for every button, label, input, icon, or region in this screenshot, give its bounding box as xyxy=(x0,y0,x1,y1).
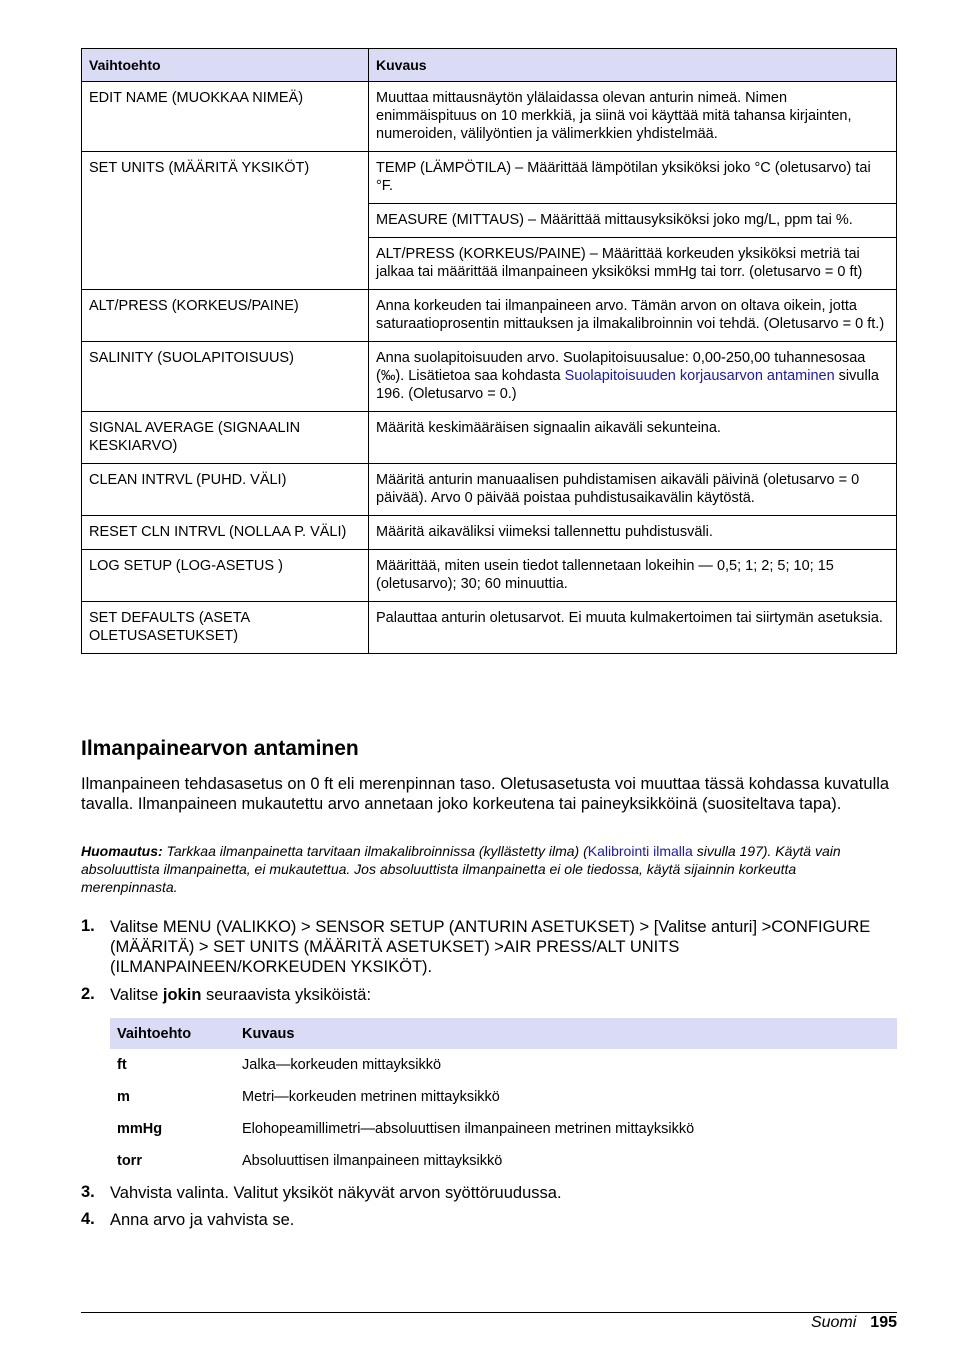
option-cell: LOG SETUP (LOG-ASETUS ) xyxy=(82,550,369,602)
option-cell: SET DEFAULTS (ASETA OLETUSASETUKSET) xyxy=(82,602,369,654)
step-text: Anna arvo ja vahvista se. xyxy=(110,1211,295,1229)
table-row xyxy=(82,464,897,516)
table-row xyxy=(82,516,897,550)
step-number: 2. xyxy=(81,985,95,1003)
unit-option: m xyxy=(117,1089,130,1105)
unit-description: Jalka—korkeuden mittayksikkö xyxy=(242,1057,442,1073)
column-header-description: Kuvaus xyxy=(235,1018,897,1049)
column-header-option: Vaihtoehto xyxy=(82,49,369,82)
unit-option: ft xyxy=(117,1057,127,1073)
unit-description: Elohopeamillimetri—absoluuttisen ilmanpaineen metrinen mittayksikkö xyxy=(242,1121,695,1137)
table-row xyxy=(110,1145,897,1177)
options-table xyxy=(81,48,897,654)
table-row xyxy=(82,550,897,602)
description-cell: Määritä aikaväliksi viimeksi tallennettu puhdistusväli. xyxy=(369,516,897,550)
note-text-end: sivulla 197). Käytä vain absoluuttista ilmanpainetta, ei mukautettua. Jos absoluuttista ilmanpainetta ei ole tiedossa, käytä sijainnin korkeutta merenpinnasta. xyxy=(81,843,841,895)
description-cell: Muuttaa mittausnäytön ylälaidassa olevan anturin nimeä. Nimen enimmäispituus on 10 merkkiä, ja siinä voi käyttää mitä tahansa kirjainten, numeroiden, välilyöntien ja välimerkkien yhdistelmää. xyxy=(369,82,897,152)
description-cell xyxy=(369,342,897,412)
description-cell: Anna korkeuden tai ilmanpaineen arvo. Tämän arvon on oltava oikein, jotta saturaatioprosentin mittauksen ja ilmakalibroinnin voi tehdä. (Oletusarvo = 0 ft.) xyxy=(369,290,897,342)
step-text-part: seuraavista yksiköistä: xyxy=(201,986,372,1004)
step-text-part: Valitse xyxy=(110,986,163,1004)
salinity-correction-link[interactable]: Suolapitoisuuden korjausarvon antaminen xyxy=(564,368,835,384)
salinity-desc-page: sivulla 196. (Oletusarvo = 0.) xyxy=(376,368,879,402)
description-cell: Palauttaa anturin oletusarvot. Ei muuta kulmakertoimen tai siirtymän asetuksia. xyxy=(369,602,897,654)
description-cell: Määrittää, miten usein tiedot tallennetaan lokeihin — 0,5; 1; 2; 5; 10; 15 (oletusarvo); 30; 60 minuuttia. xyxy=(369,550,897,602)
table-header-row xyxy=(82,49,897,82)
step-text: Valitse MENU (VALIKKO) > SENSOR SETUP (ANTURIN ASETUKSET) > [Valitse anturi] >CONFIGURE (MÄÄRITÄ) > SET UNITS (MÄÄRITÄ ASETUKSET) >AIR PRESS/ALT UNITS (ILMANPAINEEN/KORKEUDEN YKSIKÖT). xyxy=(110,918,871,976)
description-cell: MEASURE (MITTAUS) – Määrittää mittausyksiköksi joko mg/L, ppm tai %. xyxy=(369,204,897,238)
page-footer xyxy=(811,1313,897,1333)
table-row xyxy=(82,342,897,412)
table-row xyxy=(110,1049,897,1081)
section-title: Ilmanpainearvon antaminen xyxy=(81,737,359,760)
step-number: 4. xyxy=(81,1210,95,1228)
table-row xyxy=(82,290,897,342)
step-text xyxy=(110,985,900,1005)
note-label: Huomautus: xyxy=(81,843,163,859)
description-cell: ALT/PRESS (KORKEUS/PAINE) – Määrittää korkeuden yksiköksi metriä tai jalkaa tai määrittää ilmanpaineen yksiköksi mmHg tai torr. (oletusarvo = 0 ft) xyxy=(369,238,897,290)
option-cell: SALINITY (SUOLAPITOISUUS) xyxy=(82,342,369,412)
table-row xyxy=(82,602,897,654)
unit-option: torr xyxy=(117,1153,142,1169)
table-row xyxy=(82,82,897,152)
intro-paragraph: Ilmanpaineen tehdasasetus on 0 ft eli merenpinnan taso. Oletusasetusta voi muuttaa tässä kohdassa kuvatulla tavalla. Ilmanpaineen mukautettu arvo annetaan joko korkeutena tai paineyksikköinä (suositeltava tapa). xyxy=(81,775,890,813)
unit-description: Absoluuttisen ilmanpaineen mittayksikkö xyxy=(242,1153,503,1169)
table-row xyxy=(82,412,897,464)
option-cell: EDIT NAME (MUOKKAA NIMEÄ) xyxy=(82,82,369,152)
table-header-row xyxy=(110,1018,897,1049)
unit-description: Metri—korkeuden metrinen mittayksikkö xyxy=(242,1089,500,1105)
salinity-desc-text: Anna suolapitoisuuden arvo. Suolapitoisuusalue: 0,00-250,00 tuhannesosaa (‰). Lisätietoa saa kohdasta xyxy=(376,350,866,384)
units-table xyxy=(110,1018,897,1177)
note-paragraph xyxy=(81,842,881,896)
step-number: 1. xyxy=(81,917,95,935)
table-row xyxy=(82,152,897,204)
air-calibration-link[interactable]: Kalibrointi ilmalla xyxy=(587,843,693,859)
step-number: 3. xyxy=(81,1183,95,1201)
column-header-description: Kuvaus xyxy=(369,49,897,82)
step-text-bold: jokin xyxy=(162,986,202,1004)
page-number: 195 xyxy=(870,1314,897,1331)
column-header-option: Vaihtoehto xyxy=(110,1018,235,1049)
option-cell: RESET CLN INTRVL (NOLLAA P. VÄLI) xyxy=(82,516,369,550)
footer-language: Suomi xyxy=(810,1314,857,1331)
option-cell: CLEAN INTRVL (PUHD. VÄLI) xyxy=(82,464,369,516)
option-cell: SIGNAL AVERAGE (SIGNAALIN KESKIARVO) xyxy=(82,412,369,464)
unit-option: mmHg xyxy=(117,1121,163,1137)
description-cell: Määritä keskimääräisen signaalin aikaväli sekunteina. xyxy=(369,412,897,464)
table-row xyxy=(110,1081,897,1113)
footer-divider xyxy=(81,1312,897,1313)
description-cell: TEMP (LÄMPÖTILA) – Määrittää lämpötilan yksiköksi joko °C (oletusarvo) tai °F. xyxy=(369,152,897,204)
note-text: Tarkkaa ilmanpainetta tarvitaan ilmakalibroinnissa (kyllästetty ilma) ( xyxy=(162,843,588,859)
description-cell: Määritä anturin manuaalisen puhdistamisen aikaväli päivinä (oletusarvo = 0 päivää). Arvo 0 päivää poistaa puhdistusaikavälin käytöstä. xyxy=(369,464,897,516)
step-text: Vahvista valinta. Valitut yksiköt näkyvät arvon syöttöruudussa. xyxy=(110,1184,562,1202)
table-row xyxy=(110,1113,897,1145)
option-cell: ALT/PRESS (KORKEUS/PAINE) xyxy=(82,290,369,342)
option-cell: SET UNITS (MÄÄRITÄ YKSIKÖT) xyxy=(82,152,369,290)
